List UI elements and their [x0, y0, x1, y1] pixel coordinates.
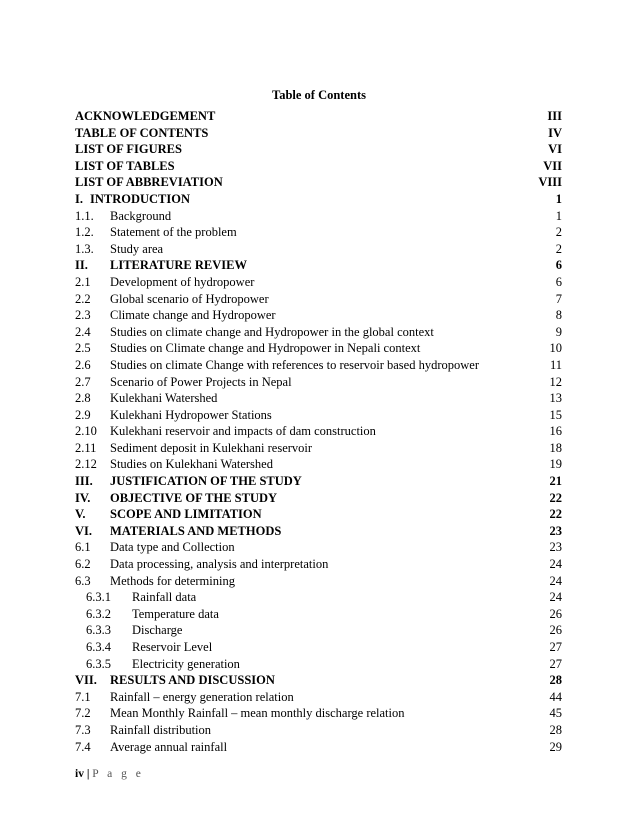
toc-entry-title: Data processing, analysis and interpretation	[110, 557, 329, 572]
toc-entry-page: VI	[548, 142, 562, 157]
toc-front-matter-entry[interactable]	[75, 158, 562, 175]
toc-entry-page: 15	[549, 407, 562, 422]
toc-entry-number: III.	[75, 474, 93, 489]
toc-entry-title: Studies on Kulekhani Watershed	[110, 457, 273, 472]
toc-entry-number: 7.3	[75, 722, 91, 737]
toc-entry-title: Temperature data	[132, 606, 219, 621]
toc-entry-page: 2	[555, 241, 562, 256]
toc-entry-number: 7.2	[75, 706, 91, 721]
toc-entry-number: 6.3.1	[86, 590, 111, 605]
toc-entry-page: 2	[555, 225, 562, 240]
toc-entry[interactable]	[75, 224, 562, 241]
toc-entry-title: LIST OF ABBREVIATION	[75, 175, 223, 190]
toc-front-matter-entry[interactable]	[75, 125, 562, 142]
toc-entry-title: Rainfall – energy generation relation	[110, 689, 294, 704]
toc-entry[interactable]	[75, 705, 562, 722]
toc-entry-title: Global scenario of Hydropower	[110, 291, 269, 306]
toc-entry[interactable]	[75, 556, 562, 573]
toc-entry-title: Data type and Collection	[110, 540, 235, 555]
toc-entry[interactable]	[75, 573, 562, 590]
toc-entry-number: VII.	[75, 673, 97, 688]
toc-entry[interactable]	[75, 656, 562, 673]
toc-entry-number: 6.3.3	[86, 623, 111, 638]
toc-entry[interactable]	[75, 589, 562, 606]
toc-entry-number: 2.9	[75, 407, 91, 422]
toc-entry-title: Study area	[110, 241, 164, 256]
footer-separator: |	[86, 768, 90, 780]
toc-entry-page: 44	[549, 689, 562, 704]
toc-entry[interactable]	[75, 374, 562, 391]
toc-entry-title: Statement of the problem	[110, 225, 237, 240]
toc-entry-title: JUSTIFICATION OF THE STUDY	[110, 474, 302, 489]
toc-entry-number: 2.8	[75, 391, 91, 406]
toc-entry-title: OBJECTIVE OF THE STUDY	[110, 490, 278, 505]
toc-entry[interactable]	[75, 274, 562, 291]
toc-entry-page: 7	[555, 291, 562, 306]
toc-entry-title: Mean Monthly Rainfall – mean monthly discharge relation	[110, 706, 405, 721]
toc-entry-number: 6.2	[75, 557, 91, 572]
toc-entry-number: 2.1	[75, 274, 91, 289]
toc-entry-number: I.	[75, 191, 83, 206]
toc-entry-number: 6.3	[75, 573, 91, 588]
toc-entry[interactable]	[75, 672, 562, 689]
toc-entry-title: LITERATURE REVIEW	[110, 258, 247, 273]
toc-entry-number: 7.4	[75, 739, 91, 754]
table-of-contents	[75, 108, 562, 755]
toc-entry[interactable]	[75, 622, 562, 639]
toc-entry-page: 28	[549, 722, 562, 737]
toc-entry-title: Studies on climate change and Hydropower in the global context	[110, 324, 434, 339]
toc-entry-page: 27	[549, 656, 562, 671]
toc-entry-page: 10	[549, 341, 562, 356]
toc-entry-page: 28	[549, 673, 562, 688]
toc-entry[interactable]	[75, 639, 562, 656]
toc-entry-page: 26	[549, 623, 562, 638]
toc-entry-page: 22	[549, 507, 562, 522]
toc-entry-page: 21	[549, 474, 562, 489]
toc-entry-title: SCOPE AND LIMITATION	[110, 507, 262, 522]
toc-entry-page: III	[547, 109, 562, 123]
toc-entry-title: TABLE OF CONTENTS	[75, 125, 209, 140]
toc-entry-page: 23	[549, 523, 562, 538]
toc-entry-number: IV.	[75, 490, 91, 505]
toc-entry-number: 6.3.2	[86, 606, 111, 621]
toc-entry-page: 16	[549, 424, 562, 439]
toc-entry-page: 24	[549, 557, 562, 572]
toc-entry-page: 45	[549, 706, 562, 721]
toc-entry[interactable]	[75, 241, 562, 258]
toc-entry-number: 6.3.5	[86, 656, 111, 671]
toc-entry[interactable]	[75, 606, 562, 623]
toc-entry[interactable]	[75, 291, 562, 308]
toc-entry-title: ACKNOWLEDGEMENT	[75, 109, 216, 123]
toc-entry-page: 22	[549, 490, 562, 505]
toc-entry-title: Rainfall distribution	[110, 722, 212, 737]
toc-entry[interactable]	[75, 473, 562, 490]
footer-page-label: P a g e	[92, 768, 144, 780]
toc-entry-page: VIII	[538, 175, 562, 190]
page-footer	[75, 767, 144, 781]
toc-entry-page: 11	[549, 357, 562, 372]
toc-entry[interactable]	[75, 257, 562, 274]
toc-entry-title: RESULTS AND DISCUSSION	[110, 673, 275, 688]
toc-entry[interactable]	[75, 506, 562, 523]
toc-entry-title: Average annual rainfall	[110, 739, 228, 754]
toc-entry-number: 2.6	[75, 357, 91, 372]
toc-entry-page: 19	[549, 457, 562, 472]
toc-entry-page: 26	[549, 606, 562, 621]
toc-entry-page: 12	[549, 374, 562, 389]
toc-entry[interactable]	[75, 324, 562, 341]
toc-entry[interactable]	[75, 440, 562, 457]
toc-entry[interactable]	[75, 722, 562, 739]
toc-entry-number: 6.1	[75, 540, 91, 555]
toc-entry-number: 1.2.	[75, 225, 94, 240]
toc-entry[interactable]	[75, 456, 562, 473]
toc-entry-page: 18	[549, 440, 562, 455]
toc-entry[interactable]	[75, 191, 562, 208]
toc-entry-page: 23	[549, 540, 562, 555]
toc-entry-number: 1.3.	[75, 241, 94, 256]
toc-entry-title: Electricity generation	[132, 656, 240, 671]
toc-entry-number: 2.4	[75, 324, 91, 339]
toc-entry-title: Background	[110, 208, 172, 223]
toc-entry-title: Development of hydropower	[110, 274, 255, 289]
toc-entry[interactable]	[75, 357, 562, 374]
toc-entry-number: 2.12	[75, 457, 97, 472]
toc-entry-page: 24	[549, 590, 562, 605]
toc-entry[interactable]	[75, 523, 562, 540]
toc-entry-number: 2.3	[75, 308, 91, 323]
toc-entry-page: IV	[548, 125, 562, 140]
toc-entry-page: 27	[549, 640, 562, 654]
toc-title: Table of Contents	[272, 88, 366, 102]
toc-entry-title: Sediment deposit in Kulekhani reservoir	[110, 440, 313, 455]
toc-entry-page: 6	[555, 274, 562, 289]
toc-entry-number: 2.10	[75, 424, 97, 439]
toc-entry-number: 1.1.	[75, 208, 94, 223]
toc-entry-page: VII	[543, 158, 562, 173]
toc-entry-title: Scenario of Power Projects in Nepal	[110, 374, 292, 389]
toc-entry-number: II.	[75, 258, 88, 273]
toc-entry-title: Methods for determining	[110, 573, 235, 588]
toc-entry[interactable]	[75, 307, 562, 324]
toc-entry-page: 13	[549, 391, 562, 406]
toc-entry[interactable]	[75, 689, 562, 706]
toc-entry[interactable]	[75, 539, 562, 556]
toc-entry-title: Studies on Climate change and Hydropower in Nepali context	[110, 341, 421, 356]
toc-entry-title: Reservoir Level	[132, 640, 213, 654]
toc-entry-page: 29	[549, 739, 562, 754]
toc-entry-title: Kulekhani Hydropower Stations	[110, 407, 272, 422]
toc-entry-title: LIST OF FIGURES	[75, 142, 182, 157]
toc-entry-title: INTRODUCTION	[90, 191, 191, 206]
toc-entry-page: 9	[555, 324, 562, 339]
toc-front-matter-entry[interactable]	[75, 174, 562, 191]
toc-entry-title: MATERIALS AND METHODS	[110, 523, 282, 538]
toc-entry[interactable]	[75, 739, 562, 756]
toc-entry[interactable]	[75, 407, 562, 424]
toc-front-matter-entry[interactable]	[75, 108, 562, 125]
toc-entry-title: LIST OF TABLES	[75, 158, 175, 173]
toc-entry-number: 2.7	[75, 374, 91, 389]
toc-entry-number: V.	[75, 507, 86, 522]
toc-entry-number: 7.1	[75, 689, 91, 704]
toc-entry-title: Rainfall data	[132, 590, 197, 605]
toc-entry[interactable]	[75, 490, 562, 507]
toc-entry-number: 2.5	[75, 341, 91, 356]
toc-entry-number: VI.	[75, 523, 93, 538]
toc-entry-title: Kulekhani Watershed	[110, 391, 218, 406]
footer-page-number: iv	[75, 768, 84, 780]
toc-entry-title: Climate change and Hydropower	[110, 308, 276, 323]
toc-entry-number: 2.11	[75, 440, 97, 455]
toc-entry-title: Discharge	[132, 623, 183, 638]
toc-entry[interactable]	[75, 423, 562, 440]
toc-entry-page: 24	[549, 573, 562, 588]
toc-entry[interactable]	[75, 390, 562, 407]
toc-entry-number: 2.2	[75, 291, 91, 306]
toc-entry-page: 8	[555, 308, 562, 323]
toc-entry-page: 1	[555, 208, 562, 223]
toc-entry-page: 6	[555, 258, 562, 273]
toc-entry[interactable]	[75, 340, 562, 357]
toc-front-matter-entry[interactable]	[75, 141, 562, 158]
toc-entry-title: Kulekhani reservoir and impacts of dam construction	[110, 424, 376, 439]
toc-entry-title: Studies on climate Change with references to reservoir based hydropower	[110, 357, 479, 372]
toc-entry[interactable]	[75, 208, 562, 225]
toc-entry-page: 1	[555, 191, 562, 206]
toc-entry-number: 6.3.4	[86, 640, 111, 654]
